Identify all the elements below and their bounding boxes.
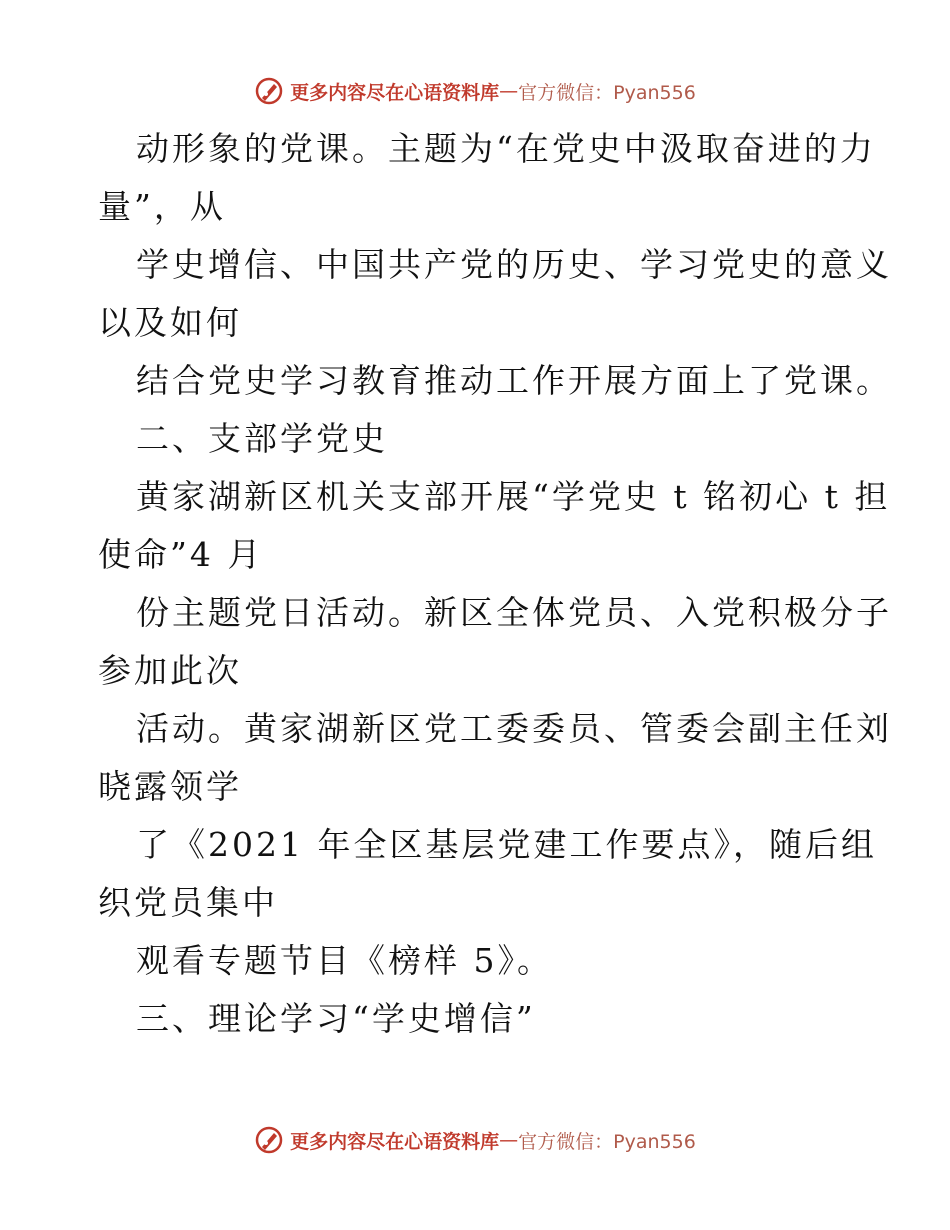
body-line: 学史增信、中国共产党的历史、学习党史的意义 bbox=[136, 245, 892, 284]
header-banner bbox=[0, 73, 950, 109]
body-line: 活动。黄家湖新区党工委委员、管委会副主任刘 bbox=[136, 709, 892, 748]
body-line: 晓露领学 bbox=[98, 767, 242, 806]
section-heading: 二、支部学党史 bbox=[136, 419, 388, 458]
body-line: 黄家湖新区机关支部开展“学党史 t 铭初心 t 担 bbox=[136, 477, 891, 516]
header-dash: — bbox=[499, 80, 519, 102]
footer-dash: — bbox=[499, 1129, 519, 1151]
header-contact: 官方微信：Pyan556 bbox=[518, 81, 696, 104]
body-line: 观看专题节目《榜样 5》。 bbox=[136, 941, 553, 980]
body-line: 参加此次 bbox=[98, 651, 242, 690]
footer-site-name: 更多内容尽在心语资料库 bbox=[290, 1130, 500, 1153]
footer-banner bbox=[0, 1122, 950, 1158]
body-line: 动形象的党课。主题为“在党史中汲取奋进的力 bbox=[136, 129, 876, 168]
body-line: 结合党史学习教育推动工作开展方面上了党课。 bbox=[136, 361, 892, 400]
body-line: 量”，从 bbox=[98, 187, 226, 226]
footer-contact: 官方微信：Pyan556 bbox=[518, 1130, 696, 1153]
header-site-name: 更多内容尽在心语资料库 bbox=[290, 81, 500, 104]
section-heading: 三、理论学习“学史增信” bbox=[136, 999, 536, 1038]
pen-nib-logo-icon bbox=[254, 1125, 284, 1155]
body-line: 织党员集中 bbox=[98, 883, 278, 922]
body-line: 份主题党日活动。新区全体党员、入党积极分子 bbox=[136, 593, 892, 632]
body-line: 使命”4 月 bbox=[98, 535, 264, 574]
body-line: 以及如何 bbox=[98, 303, 242, 342]
body-line: 了《2021 年全区基层党建工作要点》，随后组 bbox=[136, 825, 877, 864]
pen-nib-logo-icon bbox=[254, 76, 284, 106]
